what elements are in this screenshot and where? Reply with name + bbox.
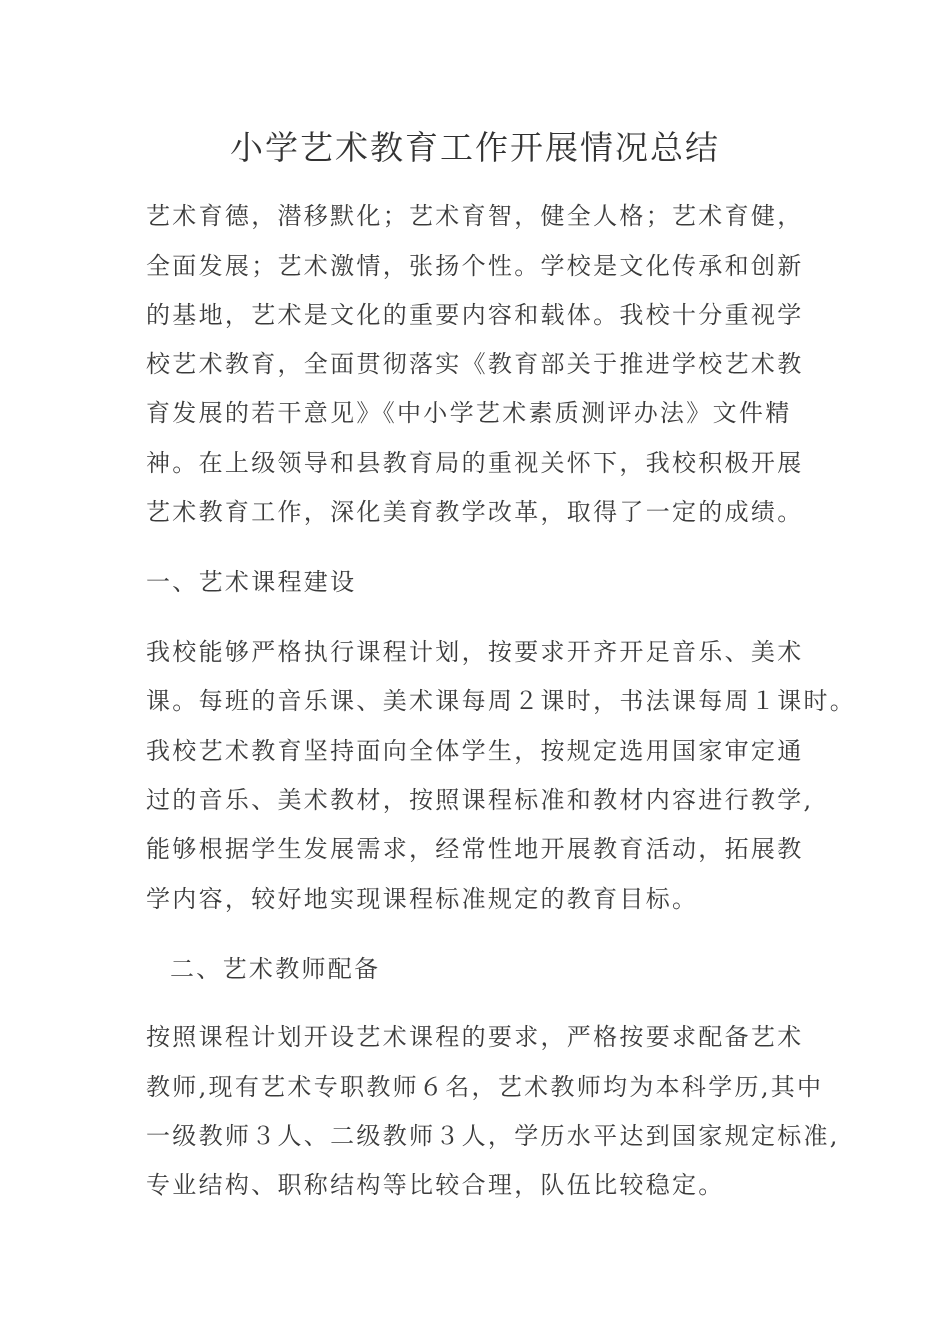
- section2-line: 一级教师３人、二级教师３人，学历水平达到国家规定标准,: [146, 1122, 840, 1150]
- intro-line: 艺术育德，潜移默化；艺术育智，健全人格；艺术育健，: [146, 202, 804, 230]
- section-heading-teachers: 二、艺术教师配备: [170, 955, 381, 983]
- intro-line: 神。在上级领导和县教育局的重视关怀下，我校积极开展: [146, 449, 804, 477]
- section1-line: 能够根据学生发展需求，经常性地开展教育活动，拓展教: [146, 835, 804, 863]
- section2-line: 按照课程计划开设艺术课程的要求，严格按要求配备艺术: [146, 1023, 804, 1051]
- intro-line: 的基地，艺术是文化的重要内容和载体。我校十分重视学: [146, 301, 804, 329]
- section1-line: 学内容，较好地实现课程标准规定的教育目标。: [146, 885, 699, 913]
- document-title: 小学艺术教育工作开展情况总结: [230, 128, 720, 167]
- section2-line: 专业结构、职称结构等比较合理，队伍比较稳定。: [146, 1171, 725, 1199]
- section1-line: 过的音乐、美术教材，按照课程标准和教材内容进行教学,: [146, 786, 814, 814]
- intro-line: 校艺术教育，全面贯彻落实《教育部关于推进学校艺术教: [146, 350, 804, 378]
- section1-line: 课。每班的音乐课、美术课每周２课时，书法课每周１课时。: [146, 687, 857, 715]
- section1-line: 我校艺术教育坚持面向全体学生，按规定选用国家审定通: [146, 737, 804, 765]
- intro-line: 育发展的若干意见》《中小学艺术素质测评办法》文件精: [146, 399, 792, 427]
- section1-line: 我校能够严格执行课程计划，按要求开齐开足音乐、美术: [146, 638, 804, 666]
- intro-line: 全面发展；艺术激情，张扬个性。学校是文化传承和创新: [146, 252, 804, 280]
- intro-line: 艺术教育工作，深化美育教学改革，取得了一定的成绩。: [146, 498, 804, 526]
- section2-line: 教师,现有艺术专职教师６名，艺术教师均为本科学历,其中: [146, 1073, 824, 1101]
- section-heading-curriculum: 一、艺术课程建设: [146, 568, 357, 596]
